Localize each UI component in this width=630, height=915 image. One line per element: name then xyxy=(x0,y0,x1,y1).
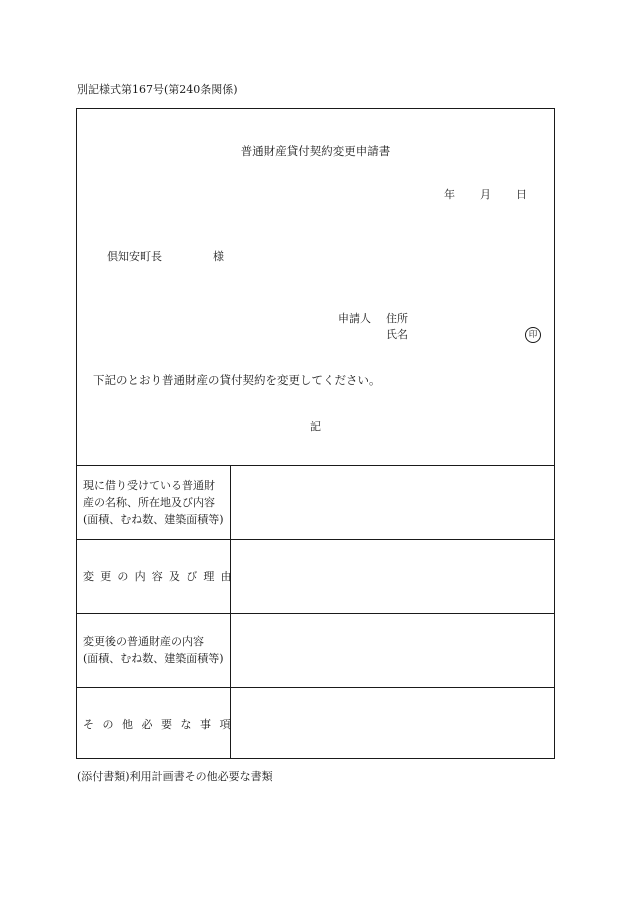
table-column-divider xyxy=(230,465,231,758)
current-property-field[interactable] xyxy=(237,477,547,533)
other-matters-field[interactable] xyxy=(237,697,547,753)
ki-heading: 記 xyxy=(310,420,321,433)
applicant-label: 申請人 xyxy=(338,312,371,325)
row-label-line: 変更の内容及び理由 xyxy=(83,570,238,583)
attachment-note: (添付書類)利用計画書その他必要な書類 xyxy=(77,770,273,783)
row-label-line: (面積、むね数、建築面積等) xyxy=(83,513,224,526)
row-label-current-property xyxy=(83,477,229,528)
row-label-property-after-change xyxy=(83,633,229,667)
form-title: 普通財産貸付契約変更申請書 xyxy=(240,144,391,158)
row-label-line: その他必要な事項 xyxy=(83,718,239,731)
applicant-name-label: 氏名 xyxy=(386,328,408,341)
seal-mark-icon: 印 xyxy=(525,327,541,343)
property-after-change-field[interactable] xyxy=(237,623,547,679)
form-number: 別記様式第167号(第240条関係) xyxy=(77,83,238,96)
row-label-other-matters xyxy=(83,716,239,733)
date-month-label: 月 xyxy=(480,188,491,201)
applicant-address-label: 住所 xyxy=(386,312,408,325)
date-year-label: 年 xyxy=(444,188,455,201)
table-row-divider xyxy=(77,613,554,614)
row-label-change-reason xyxy=(83,568,238,585)
table-row-divider xyxy=(77,539,554,540)
body-text: 下記のとおり普通財産の貸付契約を変更してください。 xyxy=(93,373,381,387)
row-label-line: 変更後の普通財産の内容 xyxy=(83,635,204,648)
addressee-name: 倶知安町長 xyxy=(107,250,162,263)
row-label-line: 産の名称、所在地及び内容 xyxy=(83,496,215,509)
row-label-line: 現に借り受けている普通財 xyxy=(83,479,215,492)
addressee-honorific: 様 xyxy=(213,250,224,263)
row-label-line: (面積、むね数、建築面積等) xyxy=(83,652,224,665)
date-day-label: 日 xyxy=(516,188,527,201)
application-form xyxy=(76,108,555,759)
table-row-divider xyxy=(77,687,554,688)
table-top-rule xyxy=(77,465,554,466)
change-reason-field[interactable] xyxy=(237,549,547,605)
